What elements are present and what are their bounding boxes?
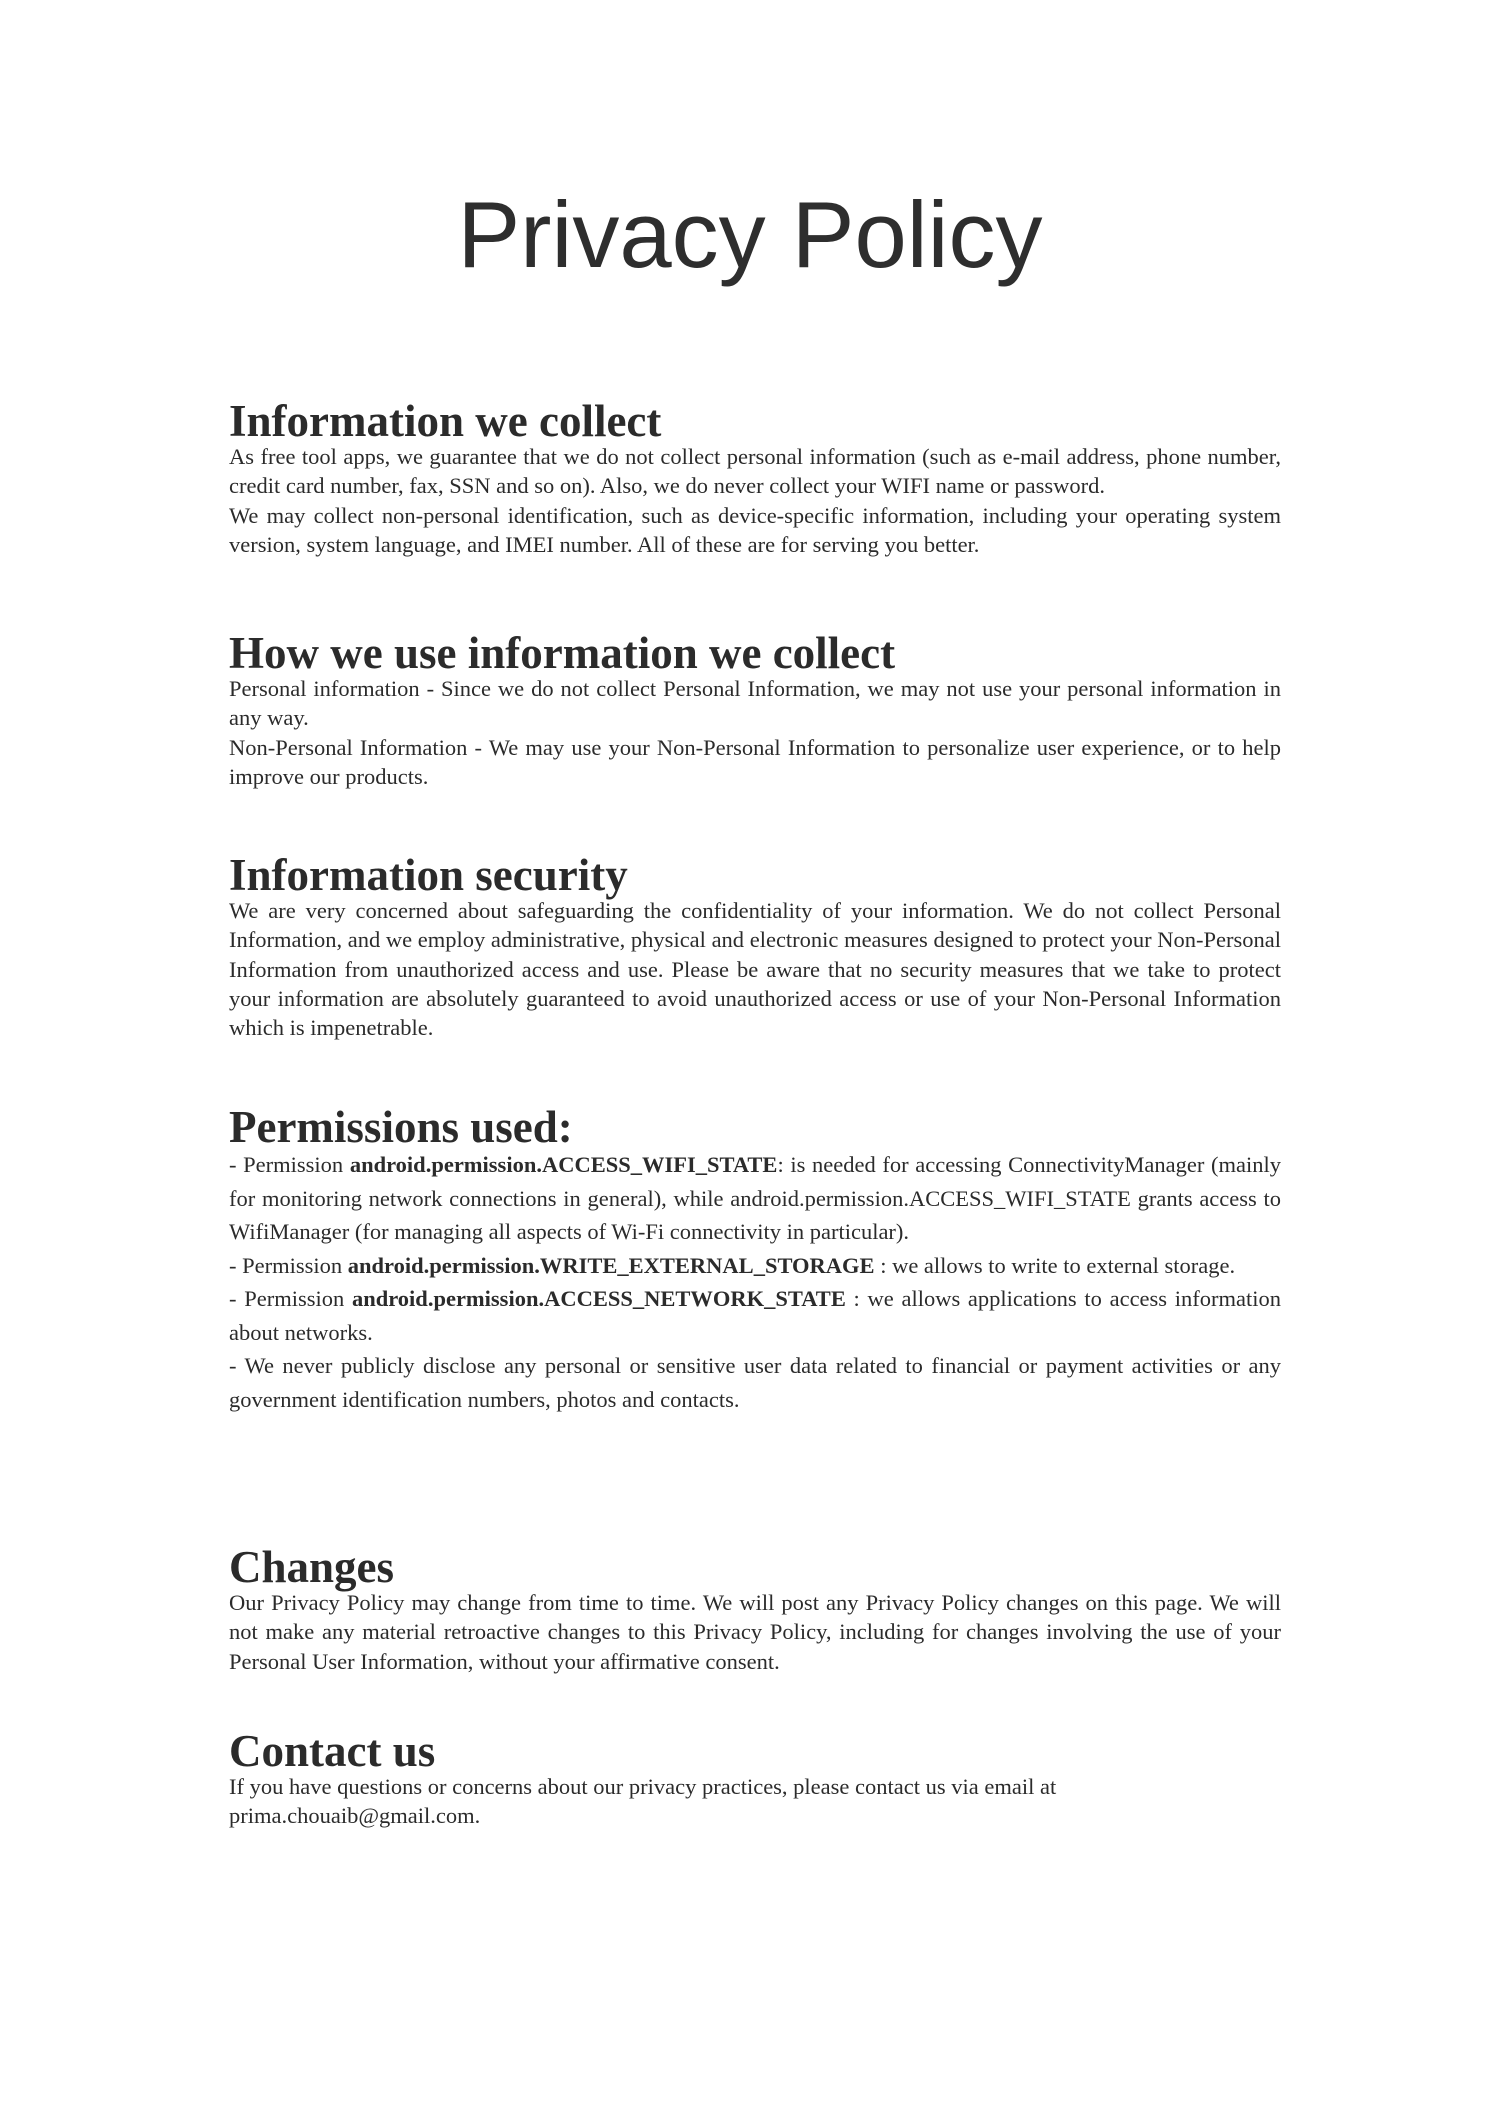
permission-prefix: - Permission [229,1152,350,1177]
section-heading: Information security [229,850,628,900]
section-heading: Contact us [229,1726,436,1776]
permission-description: : we allows to write to external storage. [874,1252,1236,1278]
section-changes [229,1542,1281,1676]
section-information-we-collect [229,396,1281,559]
section-how-we-use-information [229,628,1281,791]
paragraph: Our Privacy Policy may change from time to time. We will post any Privacy Policy changes on this page. We will not make any material retroactive changes to this Privacy Policy, including for changes involving the use of your Personal User Information, without your affirmative consent. [229,1590,1281,1674]
paragraph: Non-Personal Information - We may use your Non-Personal Information to personalize user experience, or to help improve our products. [229,734,1281,789]
page-title: Privacy Policy [457,182,1043,287]
contact-email: prima.chouaib@gmail.com. [229,1803,481,1829]
paragraph: We may collect non-personal identification, such as device-specific information, including your operating system version, system language, and IMEI number. All of these are for serving you better. [229,502,1281,557]
disclosure-statement: - We never publicly disclose any personal or sensitive user data related to financial or payment activities or any government identification numbers, photos and contacts. [229,1353,1281,1412]
section-contact-us [229,1726,1281,1831]
section-information-security [229,850,1281,1042]
permission-name: android.permission.WRITE_EXTERNAL_STORAGE [347,1252,875,1278]
section-heading: Information we collect [229,396,662,446]
paragraph: We are very concerned about safeguarding the confidentiality of your information. We do not collect Personal Information, and we employ administrative, physical and electronic measures designed to protect your Non-Personal Information from unauthorized access and use. Please be aware that no security measures that we take to protect your information are absolutely guaranteed to avoid unauthorized access or use of your Non-Personal Information which is impenetrable. [229,898,1281,1041]
permission-prefix: - Permission [229,1252,348,1278]
contact-text: If you have questions or concerns about our privacy practices, please contact us via email at [229,1774,1057,1799]
permission-description: : is needed for accessing ConnectivityManager (mainly for monitoring network connections in general), while android.permission.ACCESS_WIFI_STATE grants access to WifiManager (for managing all aspects of Wi-Fi connectivity in particular). [229,1152,1281,1244]
permission-item [229,1282,1281,1349]
permission-name: android.permission.ACCESS_WIFI_STATE [349,1152,778,1177]
section-permissions-used [229,1102,1281,1416]
permission-name: android.permission.ACCESS_NETWORK_STATE [351,1286,846,1311]
section-heading: Changes [229,1542,395,1592]
section-heading: Permissions used: [229,1102,573,1152]
paragraph: Personal information - Since we do not collect Personal Information, we may not use your personal information in any way. [229,676,1281,731]
permission-item [229,1148,1281,1249]
permission-description: : we allows applications to access information about networks. [229,1286,1281,1345]
paragraph: As free tool apps, we guarantee that we do not collect personal information (such as e-mail address, phone number, credit card number, fax, SSN and so on). Also, we do never collect your WIFI name or password. [229,444,1281,499]
permission-item [229,1249,1281,1283]
paragraph [229,1772,1281,1831]
section-heading: How we use information we collect [229,628,896,678]
permission-prefix: - Permission [229,1286,352,1311]
